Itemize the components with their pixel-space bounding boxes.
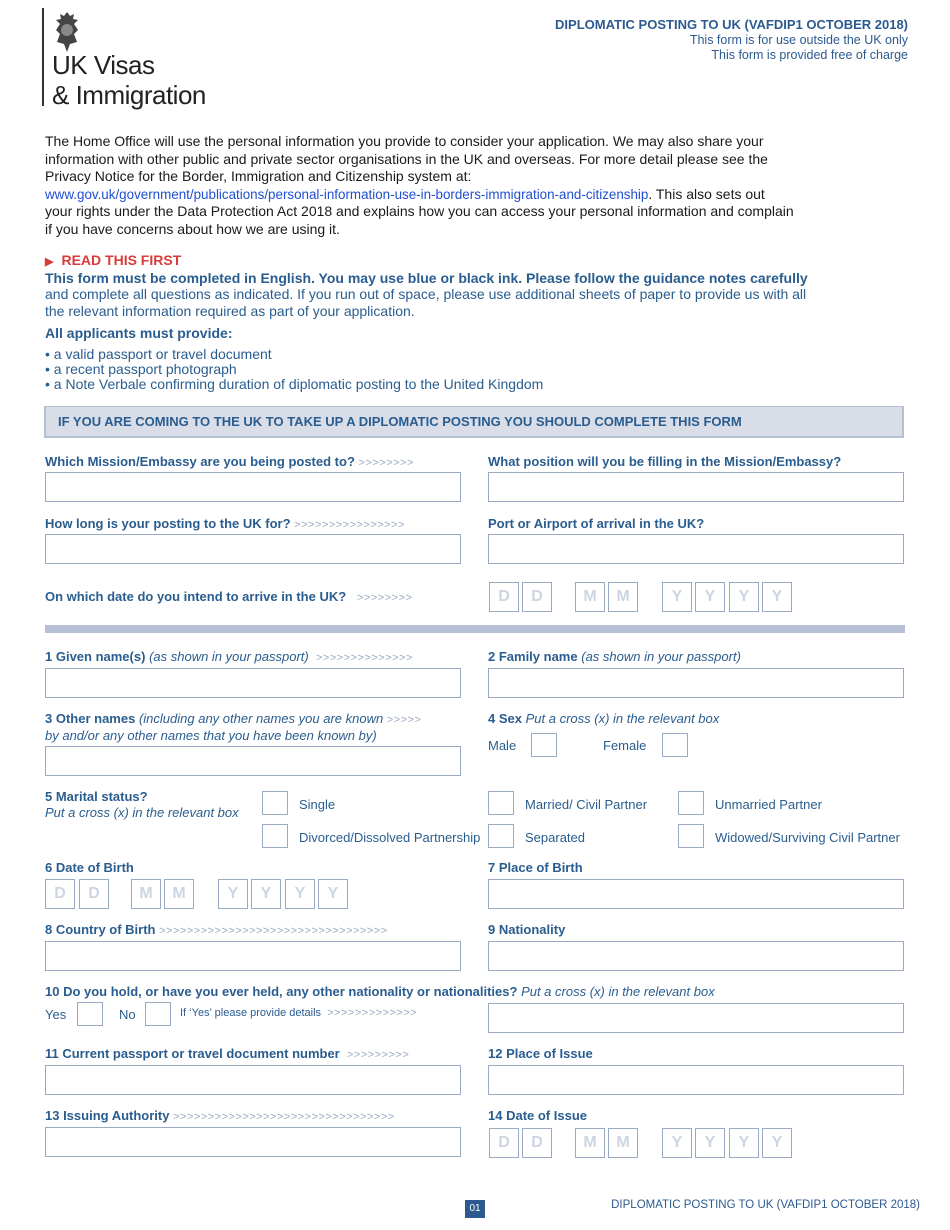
date-day-box[interactable]: D [489, 1128, 519, 1158]
date-year-box[interactable]: Y [762, 582, 792, 612]
date-year-box[interactable]: Y [285, 879, 315, 909]
q2-label: 2 Family name [488, 649, 578, 664]
yes-label: Yes [45, 1007, 67, 1022]
date-month-box[interactable]: M [608, 1128, 638, 1158]
section-banner: IF YOU ARE COMING TO THE UK TO TAKE UP A DIPLOMATIC POSTING YOU SHOULD COMPLETE THIS FORM [44, 406, 904, 438]
q8-label: 8 Country of Birth [45, 922, 156, 937]
read-first-heading: READ THIS FIRST [61, 252, 182, 268]
q13-label: 13 Issuing Authority [45, 1108, 170, 1123]
married-label: Married/ Civil Partner [525, 797, 648, 812]
must-provide: All applicants must provide: [45, 325, 233, 341]
date-day-box[interactable]: D [489, 582, 519, 612]
date-day-box[interactable]: D [522, 1128, 552, 1158]
married-checkbox[interactable] [488, 791, 514, 815]
date-month-box[interactable]: M [164, 879, 194, 909]
q3-label: 3 Other names [45, 711, 136, 726]
q7-label: 7 Place of Birth [488, 860, 583, 875]
issuing-authority-input[interactable] [45, 1127, 461, 1157]
passport-number-input[interactable] [45, 1065, 461, 1095]
nationality-input[interactable] [488, 941, 904, 971]
date-year-box[interactable]: Y [695, 1128, 725, 1158]
female-label: Female [603, 738, 647, 753]
logo [42, 8, 207, 108]
place-of-birth-input[interactable] [488, 879, 904, 909]
date-month-box[interactable]: M [575, 1128, 605, 1158]
date-year-box[interactable]: Y [662, 582, 692, 612]
logo-line2: & Immigration [52, 80, 206, 110]
divorced-label: Divorced/Dissolved Partnership [299, 830, 481, 845]
posting-length-label: How long is your posting to the UK for? [45, 516, 291, 531]
form-subtitle-2: This form is provided free of charge [711, 48, 908, 62]
q6-label: 6 Date of Birth [45, 860, 134, 875]
privacy-link[interactable]: www.gov.uk/government/publications/personal-information-use-in-borders-immigration-and-citizenship [45, 186, 649, 202]
no-label: No [119, 1007, 136, 1022]
date-year-box[interactable]: Y [251, 879, 281, 909]
if-yes-label: If ‘Yes’ please provide details [180, 1007, 322, 1019]
no-checkbox[interactable] [145, 1002, 171, 1026]
male-label: Male [488, 738, 517, 753]
q5-label: 5 Marital status? [45, 789, 148, 804]
arrival-date-label: On which date do you intend to arrive in the UK? [45, 589, 347, 604]
date-month-box[interactable]: M [575, 582, 605, 612]
date-month-box[interactable]: M [131, 879, 161, 909]
yes-checkbox[interactable] [77, 1002, 103, 1026]
q14-label: 14 Date of Issue [488, 1108, 587, 1123]
separated-label: Separated [525, 830, 585, 845]
date-year-box[interactable]: Y [318, 879, 348, 909]
form-title: DIPLOMATIC POSTING TO UK (VAFDIP1 OCTOBER 2018) [555, 17, 908, 32]
q11-label: 11 Current passport or travel document number [45, 1046, 340, 1061]
unmarried-checkbox[interactable] [678, 791, 704, 815]
q9-label: 9 Nationality [488, 922, 566, 937]
date-year-box[interactable]: Y [218, 879, 248, 909]
page-number: 01 [465, 1200, 485, 1218]
date-year-box[interactable]: Y [762, 1128, 792, 1158]
q12-label: 12 Place of Issue [488, 1046, 593, 1061]
position-input[interactable] [488, 472, 904, 502]
date-year-box[interactable]: Y [729, 582, 759, 612]
separated-checkbox[interactable] [488, 824, 514, 848]
date-day-box[interactable]: D [45, 879, 75, 909]
royal-crest-icon [52, 10, 82, 54]
list-item: • a valid passport or travel document [45, 346, 272, 362]
date-day-box[interactable]: D [79, 879, 109, 909]
mission-label: Which Mission/Embassy are you being posted to? [45, 454, 355, 469]
widowed-checkbox[interactable] [678, 824, 704, 848]
form-subtitle-1: This form is for use outside the UK only [689, 33, 908, 47]
date-year-box[interactable]: Y [695, 582, 725, 612]
footer-title: DIPLOMATIC POSTING TO UK (VAFDIP1 OCTOBER 2018) [611, 1199, 920, 1211]
date-day-box[interactable]: D [522, 582, 552, 612]
date-month-box[interactable]: M [608, 582, 638, 612]
other-nationality-input[interactable] [488, 1003, 904, 1033]
date-year-box[interactable]: Y [729, 1128, 759, 1158]
male-checkbox[interactable] [531, 733, 557, 757]
divorced-checkbox[interactable] [262, 824, 288, 848]
q1-label: 1 Given name(s) [45, 649, 146, 664]
female-checkbox[interactable] [662, 733, 688, 757]
date-year-box[interactable]: Y [662, 1128, 692, 1158]
position-label: What position will you be filling in the Mission/Embassy? [488, 454, 842, 469]
logo-line1: UK Visas [52, 50, 155, 80]
country-of-birth-input[interactable] [45, 941, 461, 971]
q10-label: 10 Do you hold, or have you ever held, any other nationality or nationalities? [45, 984, 518, 999]
red-triangle-icon: ▶ [45, 256, 54, 268]
place-of-issue-input[interactable] [488, 1065, 904, 1095]
q4-label: 4 Sex [488, 711, 522, 726]
read-first-bold: This form must be completed in English. You may use blue or black ink. Please follow the guidance notes carefully [45, 270, 808, 286]
posting-length-input[interactable] [45, 534, 461, 564]
port-label: Port or Airport of arrival in the UK? [488, 516, 705, 531]
single-label: Single [299, 797, 336, 812]
list-item: • a Note Verbale confirming duration of diplomatic posting to the United Kingdom [45, 376, 544, 392]
port-input[interactable] [488, 534, 904, 564]
family-name-input[interactable] [488, 668, 904, 698]
mission-input[interactable] [45, 472, 461, 502]
section-divider [45, 625, 905, 633]
unmarried-label: Unmarried Partner [715, 797, 822, 812]
given-names-input[interactable] [45, 668, 461, 698]
widowed-label: Widowed/Surviving Civil Partner [715, 830, 900, 845]
privacy-notice: The Home Office will use the personal information you provide to consider your application. We may also share your information with other public and private sector organisations in the UK and overseas. For more detail please see the Privacy Notice for the Border, Immigration and Citizenship system at: www.gov.uk/government/publications/personal-information-use-in-borders-immigration-and-citizenship. This also sets out your rights under the Data Protection Act 2018 and explains how you can access your personal information and complain if you have concerns about how we are using it. [45, 133, 794, 237]
single-checkbox[interactable] [262, 791, 288, 815]
other-names-input[interactable] [45, 746, 461, 776]
list-item: • a recent passport photograph [45, 361, 237, 377]
